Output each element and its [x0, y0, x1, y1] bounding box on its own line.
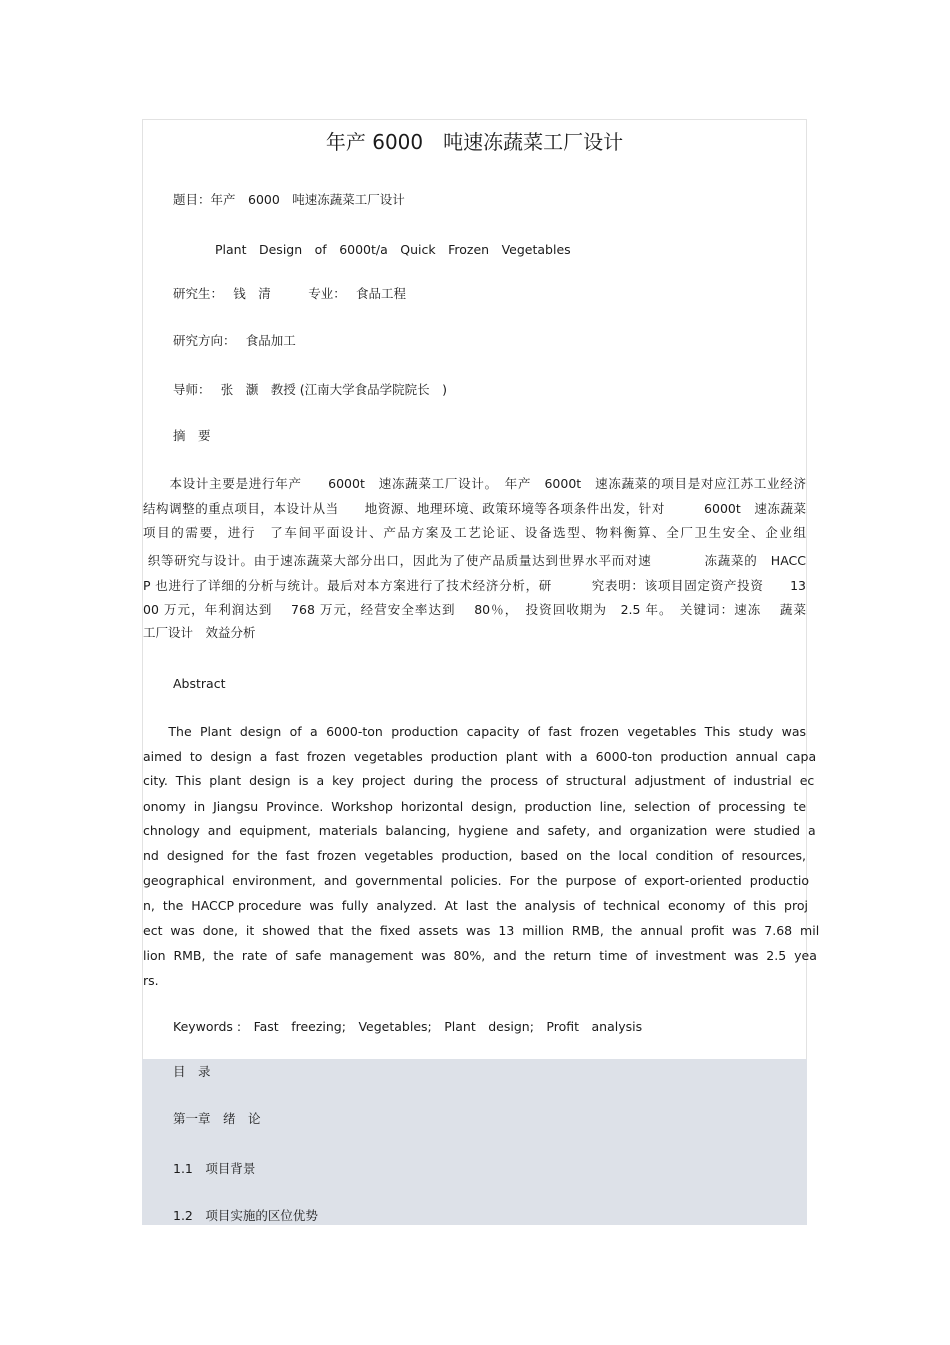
abstract-en-line: The Plant design of a 6000-ton production capacity of fast frozen vegetables This study was: [143, 724, 806, 739]
abstract-en-line: rs.: [143, 973, 159, 988]
advisor-line: 导师： 张 灏 教授 (江南大学食品学院院长 ): [173, 382, 447, 397]
abstract-cn-line: P 也进行了详细的分析与统计。最后对本方案进行了技术经济分析，研 究表明：该项目固定资产投资 13: [143, 578, 806, 593]
abstract-cn-heading: 摘 要: [173, 428, 211, 443]
abstract-en-line: ect was done, it showed that the fixed assets was 13 million RMB, the annual profit was 7.68 mil: [143, 923, 820, 938]
toc-highlight: [142, 1059, 807, 1225]
abstract-en-heading: Abstract: [173, 676, 226, 691]
abstract-en-line: chnology and equipment, materials balancing, hygiene and safety, and organization were studied a: [143, 823, 816, 838]
abstract-en-line: onomy in Jiangsu Province. Workshop horizontal design, production line, selection of processing te: [143, 799, 807, 814]
researcher-line: 研究生： 钱 清 专业： 食品工程: [173, 286, 406, 301]
english-title: Plant Design of 6000t/a Quick Frozen Vegetables: [215, 242, 571, 257]
abstract-en-line: n, the HACCP procedure was fully analyzed. At last the analysis of technical economy of this proj: [143, 898, 808, 913]
toc-item-1-1[interactable]: 1.1 项目背景: [173, 1161, 256, 1176]
abstract-cn-line: 本设计主要是进行年产 6000t 速冻蔬菜工厂设计。 年产 6000t 速冻蔬菜的项目是对应江苏工业经济: [143, 476, 806, 491]
abstract-cn-line: 织等研究与设计。由于速冻蔬菜大部分出口，因此为了使产品质量达到世界水平而对速 冻蔬菜的 HACC: [143, 553, 806, 568]
abstract-cn-line: 结构调整的重点项目，本设计从当 地资源、地理环境、政策环境等各项条件出发，针对 6000t 速冻蔬菜: [143, 501, 806, 516]
toc-item-1-2[interactable]: 1.2 项目实施的区位优势: [173, 1208, 318, 1223]
abstract-cn-line: 00 万元，年利润达到 768 万元，经营安全率达到 80％， 投资回收期为 2.5 年。 关键词：速冻 蔬菜: [143, 602, 806, 617]
abstract-en-line: city. This plant design is a key project during the process of structural adjustment of industrial ec: [143, 773, 815, 788]
toc-chapter-1[interactable]: 第一章 绪 论: [173, 1111, 261, 1126]
abstract-en-line: nd designed for the fast frozen vegetables production, based on the local condition of resources,: [143, 848, 806, 863]
toc-heading: 目 录: [173, 1064, 211, 1079]
abstract-cn-line: 工厂设计 效益分析: [143, 625, 256, 640]
abstract-en-line: aimed to design a fast frozen vegetables production plant with a 6000-ton production annual capa: [143, 749, 817, 764]
abstract-en-line: geographical environment, and governmental policies. For the purpose of export-oriented productio: [143, 873, 809, 888]
direction-line: 研究方向： 食品加工: [173, 333, 296, 348]
document-title: 年产 6000 吨速冻蔬菜工厂设计: [325, 130, 624, 154]
abstract-en-line: lion RMB, the rate of safe management was 80%, and the return time of investment was 2.5 yea: [143, 948, 817, 963]
keywords-line: Keywords : Fast freezing; Vegetables; Plant design; Profit analysis: [173, 1019, 643, 1034]
topic-line: 题目：年产 6000 吨速冻蔬菜工厂设计: [173, 192, 405, 207]
abstract-cn-line: 项目的需要，进行 了车间平面设计、产品方案及工艺论证、设备选型、物料衡算、全厂卫生安全、企业组: [143, 525, 806, 540]
